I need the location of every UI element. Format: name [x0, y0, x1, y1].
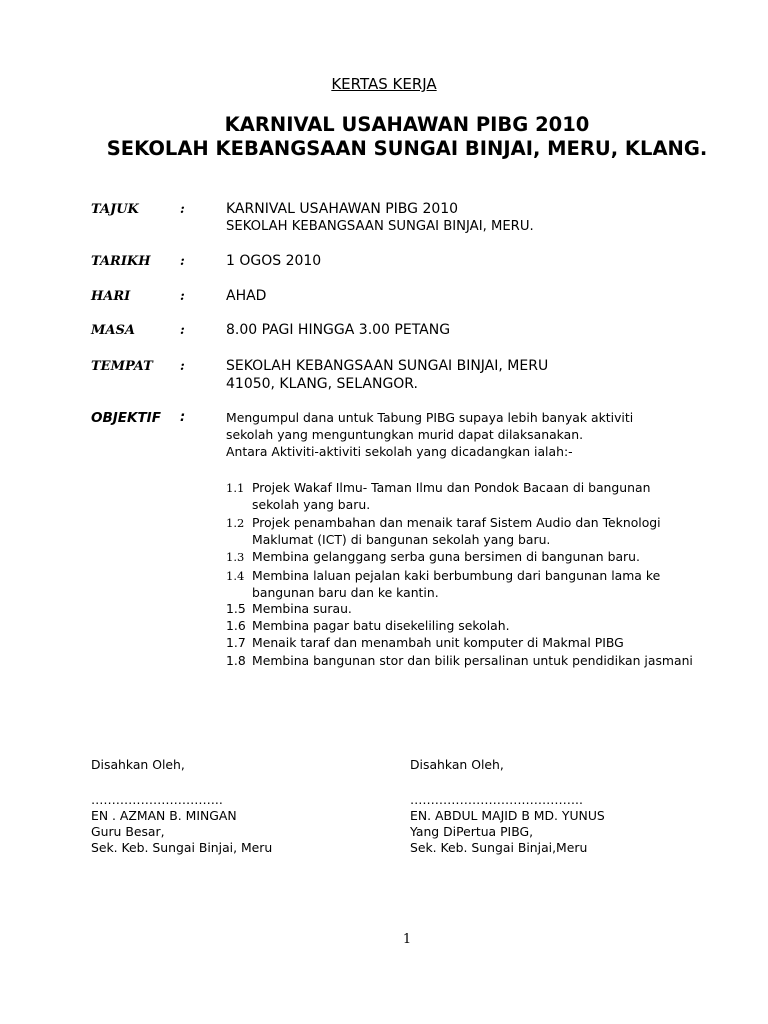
list-item-continuation: Maklumat (ICT) di bangunan sekolah yang baru. [252, 531, 551, 547]
list-item-number: 1.7 [226, 635, 246, 650]
field-colon: : [180, 202, 185, 217]
field-value-tarikh: 1 OGOS 2010 [226, 253, 322, 269]
signatory-organization: Sek. Keb. Sungai Binjai,Meru [410, 840, 588, 855]
signatory-role: Yang DiPertua PIBG, [410, 824, 534, 839]
list-item-number: 1.5 [226, 601, 246, 616]
list-item-text: Projek Wakaf Ilmu- Taman Ilmu dan Pondok Bacaan di bangunan [252, 480, 651, 495]
field-label-hari: HARI [91, 289, 131, 304]
list-item [226, 601, 352, 618]
list-item-text: Membina gelanggang serba guna bersimen di bangunan baru. [252, 549, 640, 564]
signature-line: ………………………….. [91, 792, 223, 807]
field-value-line: 41050, KLANG, SELANGOR. [226, 376, 418, 392]
list-item-text: Membina bangunan stor dan bilik persalinan untuk pendidikan jasmani [252, 653, 693, 668]
objektif-description [226, 409, 633, 460]
list-item-number: 1.3 [226, 550, 245, 564]
field-value-tempat [226, 357, 548, 393]
list-item-text: Projek penambahan dan menaik taraf Sistem Audio dan Teknologi [252, 515, 661, 530]
field-colon: : [180, 410, 186, 425]
list-item-continuation: bangunan baru dan ke kantin. [252, 584, 439, 600]
list-item-number: 1.2 [226, 516, 245, 530]
objektif-line: sekolah yang menguntungkan murid dapat dilaksanakan. [226, 427, 584, 442]
list-item-text: Membina laluan pejalan kaki berbumbung dari bangunan lama ke [252, 568, 661, 583]
page-number: 1 [402, 932, 412, 947]
list-item [226, 635, 624, 652]
list-item [226, 515, 661, 548]
list-item [226, 480, 650, 513]
field-value-line: SEKOLAH KEBANGSAAN SUNGAI BINJAI, MERU [226, 358, 549, 374]
list-item-text: Membina pagar batu disekeliling sekolah. [252, 618, 510, 633]
field-colon: : [180, 289, 185, 304]
list-item-continuation: sekolah yang baru. [252, 496, 371, 512]
signatory-name: EN. ABDUL MAJID B MD. YUNUS [410, 808, 605, 823]
field-colon: : [180, 254, 185, 269]
list-item [226, 568, 660, 601]
title-line-2: SEKOLAH KEBANGSAAN SUNGAI BINJAI, MERU, KLANG. [106, 137, 708, 160]
field-label-masa: MASA [91, 323, 135, 338]
list-item [226, 618, 510, 635]
signatory-name: EN . AZMAN B. MINGAN [91, 808, 237, 823]
list-item [226, 549, 640, 566]
list-item-number: 1.8 [226, 653, 246, 668]
list-item-text: Menaik taraf dan menambah unit komputer di Makmal PIBG [252, 635, 624, 650]
field-value-line: KARNIVAL USAHAWAN PIBG 2010 [226, 201, 459, 217]
signature-heading: Disahkan Oleh, [91, 757, 185, 772]
list-item-number: 1.4 [226, 569, 245, 583]
field-value-masa: 8.00 PAGI HINGGA 3.00 PETANG [226, 322, 451, 338]
list-item-text: Membina surau. [252, 601, 352, 616]
list-item-number: 1.6 [226, 618, 246, 633]
document-type-heading: KERTAS KERJA [331, 75, 437, 93]
objektif-line: Mengumpul dana untuk Tabung PIBG supaya lebih banyak aktiviti [226, 410, 634, 425]
field-value-line: SEKOLAH KEBANGSAAN SUNGAI BINJAI, MERU. [226, 219, 534, 234]
signature-heading: Disahkan Oleh, [410, 757, 504, 772]
signatory-organization: Sek. Keb. Sungai Binjai, Meru [91, 840, 273, 855]
signature-line: ……………………….………….. [410, 792, 583, 807]
field-label-tarikh: TARIKH [91, 254, 151, 269]
field-label-objektif: OBJEKTIF [91, 410, 161, 426]
title-line-1: KARNIVAL USAHAWAN PIBG 2010 [224, 113, 590, 136]
list-item [226, 653, 693, 670]
field-colon: : [180, 359, 185, 374]
list-item-number: 1.1 [226, 481, 245, 495]
signatory-role: Guru Besar, [91, 824, 165, 839]
field-value-hari: AHAD [226, 288, 267, 304]
field-colon: : [180, 323, 185, 338]
field-label-tajuk: TAJUK [91, 202, 139, 217]
objektif-line: Antara Aktiviti-aktiviti sekolah yang dicadangkan ialah:- [226, 444, 573, 459]
field-value-tajuk [226, 200, 534, 236]
field-label-tempat: TEMPAT [91, 359, 153, 374]
